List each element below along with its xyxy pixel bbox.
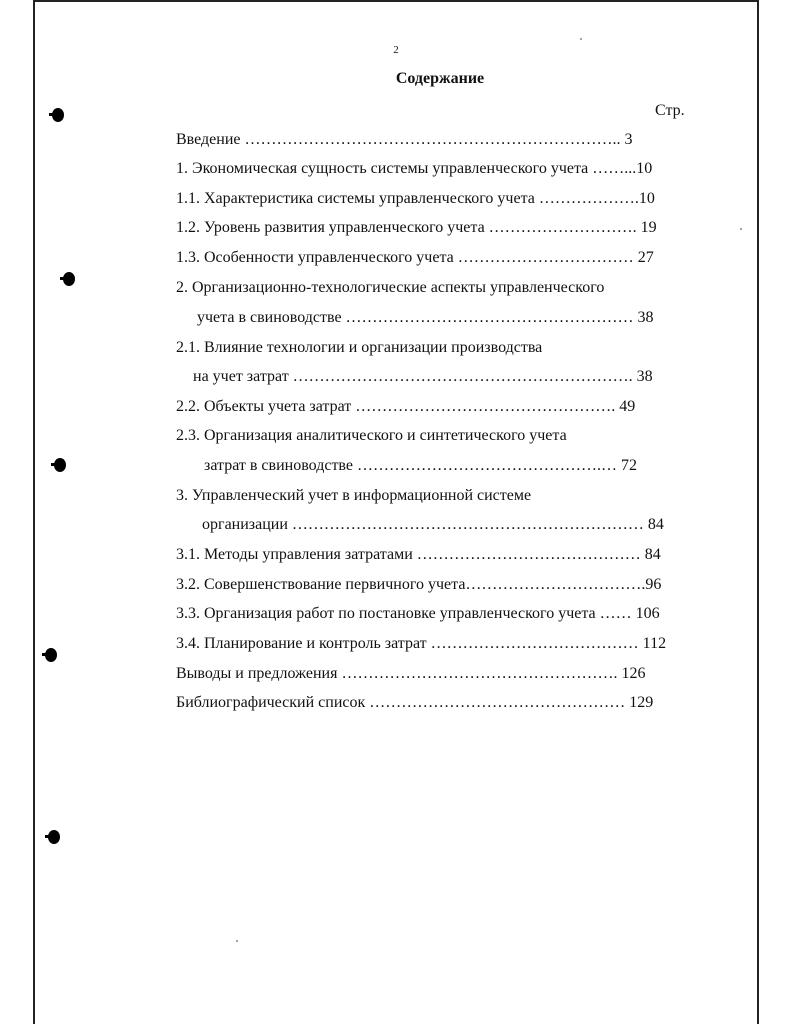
scan-speck (580, 38, 582, 40)
toc-entry: 3.3. Организация работ по постановке управленческого учета …… 106 (176, 605, 660, 622)
punch-hole-icon (45, 648, 57, 662)
toc-entry: 1.3. Особенности управленческого учета …………………………… 27 (176, 249, 654, 266)
toc-entry: 2. Организационно-технологические аспекты управленческого (176, 279, 605, 296)
toc-entry: 2.1. Влияние технологии и организации производства (176, 339, 543, 356)
toc-entry: затрат в свиноводстве ……………………………………….… 72 (204, 457, 637, 474)
toc-entry: 1.1. Характеристика системы управленческого учета ……………….10 (176, 190, 655, 207)
toc-entry: организации ………………………………………………………… 84 (202, 516, 664, 533)
page-number: 2 (393, 44, 399, 56)
page-border-top (33, 0, 759, 2)
scan-speck (236, 940, 238, 942)
toc-entry: 1. Экономическая сущность системы управленческого учета ……...10 (176, 160, 653, 177)
toc-entry: 3.1. Методы управления затратами …………………………………… 84 (176, 546, 661, 563)
scan-speck (740, 228, 742, 230)
toc-entry: Библиографический список ………………………………………… 129 (176, 694, 654, 711)
toc-entry: Выводы и предложения ……………………………………………. 126 (176, 665, 646, 682)
toc-entry: 2.2. Объекты учета затрат …………………………………………. 49 (176, 398, 636, 415)
punch-hole-icon (52, 108, 64, 122)
toc-entry: 1.2. Уровень развития управленческого учета ………………………. 19 (176, 219, 657, 236)
toc-entry: Введение …………………………………………………………….. 3 (176, 131, 633, 148)
toc-entry: учета в свиноводстве ……………………………………………… 38 (197, 309, 654, 326)
punch-hole-icon (54, 458, 66, 472)
page-title: Содержание (395, 70, 485, 87)
punch-hole-icon (63, 272, 75, 286)
punch-hole-icon (48, 830, 60, 844)
toc-entry: 3.4. Планирование и контроль затрат ………………………………… 112 (176, 635, 667, 652)
toc-entry: 3. Управленческий учет в информационной системе (176, 487, 532, 504)
page-border-right (757, 0, 759, 1024)
toc-entry: на учет затрат ………………………………………………………. 38 (193, 368, 653, 385)
toc-entry: 3.2. Совершенствование первичного учета…………………………….96 (176, 576, 662, 593)
page-column-label: Стр. (655, 102, 685, 119)
page-border-left (33, 0, 35, 1024)
toc-entry: 2.3. Организация аналитического и синтетического учета (176, 427, 567, 444)
